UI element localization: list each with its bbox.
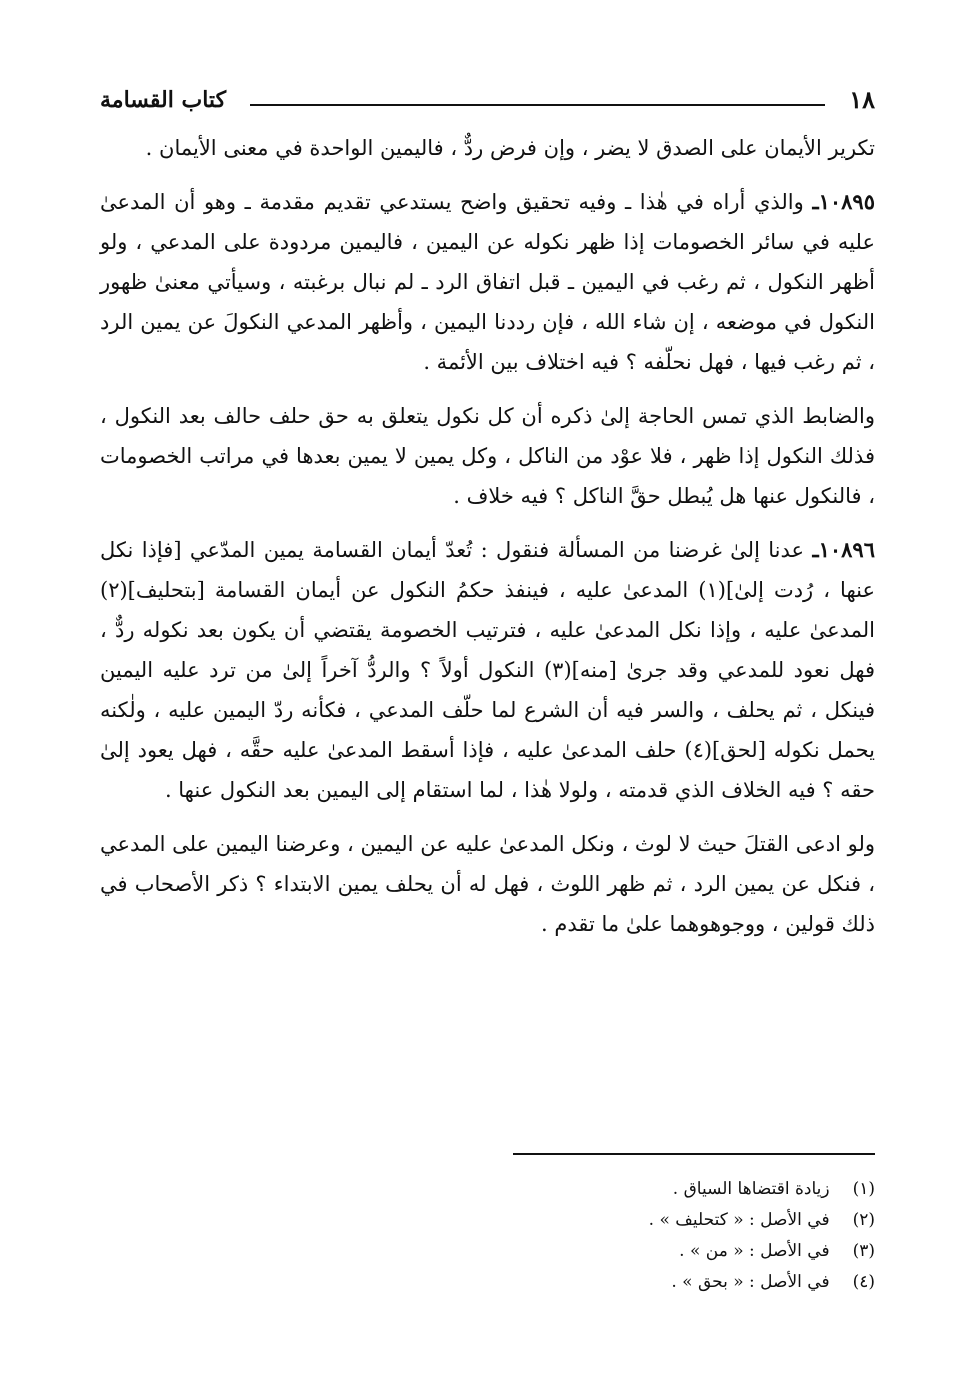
page-number: ١٨ [849, 85, 875, 114]
running-title: كتاب القسامة [100, 87, 227, 113]
footnote-text: في الأصل : « بحق » . [671, 1272, 830, 1292]
footnote-text: في الأصل : « من » . [679, 1241, 830, 1261]
footnote [375, 1205, 875, 1236]
footnote [375, 1267, 875, 1298]
paragraph-text: والضابط الذي تمس الحاجة إلىٰ ذكره أن كل نكول يتعلق به حق حلف حالف بعد النكول ، فذلك النكول إذا ظهر ، فلا عوْد من الناكل ، وكل يمين لا يمين بعدها في مراتب الخصومات ، فالنكول عنها هل يُبطل حقَّ الناكل ؟ فيه خلاف . [100, 404, 875, 508]
page-header [100, 82, 875, 118]
footnote-text: زيادة اقتضاها السياق . [672, 1179, 830, 1199]
paragraph [100, 182, 875, 382]
footnote-number: (١) [852, 1179, 875, 1199]
footnote-number: (٣) [852, 1241, 875, 1261]
paragraph [100, 530, 875, 810]
paragraph-text: تكرير الأيمان على الصدق لا يضر ، وإن فرض ردٌّ ، فاليمين الواحدة في معنى الأيمان . [145, 136, 875, 160]
paragraph [100, 128, 875, 168]
footnote-number: (٢) [852, 1210, 875, 1230]
body-text [100, 128, 875, 958]
footnotes [375, 1174, 875, 1298]
footnote [375, 1174, 875, 1205]
paragraph-text: عدنا إلىٰ غرضنا من المسألة فنقول : تُعدّ أيمان القسامة يمين المدّعي [فإذا نكل عنها ، رُدت إلىٰ](١) المدعىٰ عليه ، فينفذ حكمُ النكول عن أيمان القسامة [بتحليف](٢) المدعىٰ عليه ، وإذا نكل المدعىٰ عليه ، فترتيب الخصومة يقتضي أن يكون بعد نكوله ردٌّ ، فهل نعود للمدعي وقد جرىٰ [منه](٣) النكول أولاً ؟ والردُّ آخراً إلىٰ من ترد عليه اليمين فينكل ، ثم يحلف ، والسر فيه أن الشرع لما حلّف المدعي ، فكأنه ردّ اليمين عليه ، ولٰكنه يحمل نكوله [لحق](٤) حلف المدعىٰ عليه ، فإذا أسقط المدعىٰ عليه حقَّه ، فهل يعود إلىٰ حقه ؟ فيه الخلاف الذي قدمته ، ولولا هٰذا ، لما استقام إلى اليمين بعد النكول عنها . [100, 538, 875, 802]
paragraph [100, 824, 875, 944]
header-rule [250, 104, 825, 106]
paragraph [100, 396, 875, 516]
paragraph-text: ولو ادعى القتلَ حيث لا لوث ، ونكل المدعىٰ عليه عن اليمين ، وعرضنا اليمين على المدعي ، فنكل عن يمين الرد ، ثم ظهر اللوث ، فهل له أن يحلف يمين الابتداء ؟ ذكر الأصحاب في ذلك قولين ، ووجوهوهما علىٰ ما تقدم . [100, 832, 875, 936]
footnote [375, 1236, 875, 1267]
footnote-text: في الأصل : « كتحليف » . [648, 1210, 830, 1230]
footnote-rule [513, 1153, 875, 1155]
paragraph-text: والذي أراه في هٰذا ـ وفيه تحقيق واضح يستدعي تقديم مقدمة ـ وهو أن المدعىٰ عليه في سائر الخصومات إذا ظهر نكوله عن اليمين ، فاليمين مردودة على المدعي ، ولو أظهر النكول ، ثم رغب في اليمين ـ قبل اتفاق الرد ـ لم نبال برغبته ، وسيأتي معنىٰ ظهور النكول في موضعه ، إن شاء الله ، فإن رددنا اليمين ، وأظهر المدعي النكولَ عن يمين الرد ، ثم رغب فيها ، فهل نحلّفه ؟ فيه اختلاف بين الأئمة . [100, 190, 875, 374]
paragraph-number: ١٠٨٩٦ـ [812, 537, 875, 562]
footnote-number: (٤) [852, 1272, 875, 1292]
paragraph-number: ١٠٨٩٥ـ [812, 189, 875, 214]
